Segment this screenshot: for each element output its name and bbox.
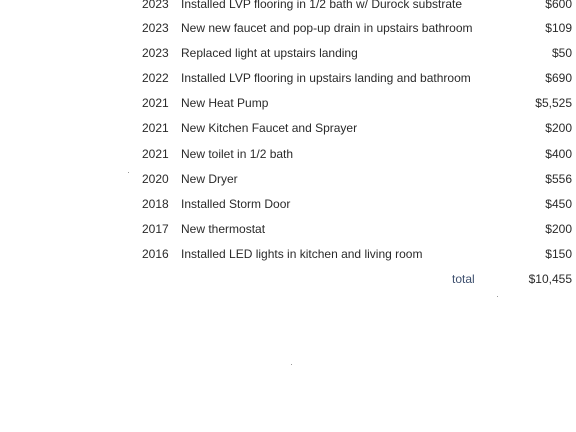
table-row — [0, 244, 576, 264]
scan-speck — [497, 296, 498, 297]
year-cell: 2021 — [142, 147, 169, 161]
year-cell: 2022 — [142, 71, 169, 85]
year-cell: 2023 — [142, 0, 169, 11]
amount-cell: $450 — [545, 197, 572, 211]
amount-cell: $400 — [545, 147, 572, 161]
total-label: total — [452, 272, 475, 286]
table-row — [0, 194, 576, 214]
description-cell: New Heat Pump — [181, 96, 269, 110]
table-row — [0, 0, 576, 14]
description-cell: Replaced light at upstairs landing — [181, 46, 358, 60]
table-row — [0, 43, 576, 63]
description-cell: New Dryer — [181, 172, 238, 186]
amount-cell: $200 — [545, 222, 572, 236]
amount-cell: $600 — [545, 0, 572, 11]
amount-cell: $50 — [551, 46, 572, 60]
year-cell: 2018 — [142, 197, 169, 211]
table-row — [0, 18, 576, 38]
scan-speck — [128, 172, 129, 173]
total-amount: $10,455 — [528, 272, 572, 286]
scan-speck — [291, 364, 292, 365]
table-row — [0, 118, 576, 138]
description-cell: Installed LVP flooring in 1/2 bath w/ Durock substrate — [181, 0, 463, 11]
amount-cell: $690 — [545, 71, 572, 85]
description-cell: New thermostat — [181, 222, 266, 236]
description-cell: Installed LVP flooring in upstairs landing and bathroom — [181, 71, 471, 85]
year-cell: 2016 — [142, 247, 169, 261]
description-cell: New Kitchen Faucet and Sprayer — [181, 121, 358, 135]
amount-cell: $200 — [545, 121, 572, 135]
amount-cell: $556 — [545, 172, 572, 186]
description-cell: New new faucet and pop-up drain in upstairs bathroom — [181, 21, 473, 35]
table-row — [0, 144, 576, 164]
year-cell: 2023 — [142, 21, 169, 35]
year-cell: 2021 — [142, 96, 169, 110]
year-cell: 2023 — [142, 46, 169, 60]
description-cell: Installed LED lights in kitchen and living room — [181, 247, 423, 261]
year-cell: 2021 — [142, 121, 169, 135]
description-cell: New toilet in 1/2 bath — [181, 147, 294, 161]
table-row — [0, 219, 576, 239]
amount-cell: $150 — [545, 247, 572, 261]
total-row — [0, 269, 576, 289]
description-cell: Installed Storm Door — [181, 197, 291, 211]
table-row — [0, 68, 576, 88]
year-cell: 2017 — [142, 222, 169, 236]
amount-cell: $5,525 — [535, 96, 572, 110]
table-row — [0, 93, 576, 113]
table-row — [0, 169, 576, 189]
year-cell: 2020 — [142, 172, 169, 186]
amount-cell: $109 — [545, 21, 572, 35]
